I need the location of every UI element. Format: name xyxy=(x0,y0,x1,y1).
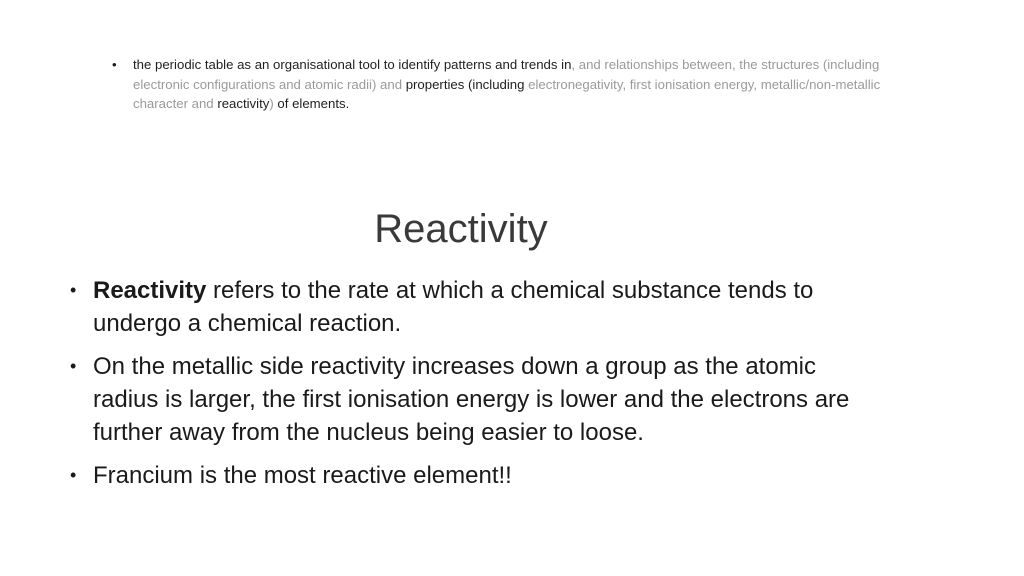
bullet-text xyxy=(93,350,850,449)
bullet-glyph: • xyxy=(70,280,77,300)
curriculum-bullet: • xyxy=(112,57,117,72)
bullet-item xyxy=(70,274,850,340)
curriculum-segment: reactivity xyxy=(217,96,270,111)
bullet-item xyxy=(70,350,850,449)
curriculum-segment: ) xyxy=(269,96,274,111)
curriculum-segment: the periodic table as an organisational tool to identify patterns and trends in xyxy=(133,57,572,72)
bullet-body: Francium is the most reactive element!! xyxy=(93,462,512,489)
bullet-item xyxy=(70,459,850,492)
slide-title: Reactivity xyxy=(374,206,548,251)
bullet-term: Reactivity xyxy=(93,277,207,304)
curriculum-point xyxy=(112,55,902,114)
bullet-text xyxy=(93,274,850,340)
bullet-text xyxy=(93,459,850,492)
bullet-glyph: • xyxy=(70,465,77,485)
curriculum-segment: properties (including xyxy=(405,76,529,92)
curriculum-segment: electronegativity, first ionisation energy, metallic/non-metallic character and xyxy=(133,76,881,111)
bullet-body: On the metallic side reactivity increases down a group as the atomic radius is larger, the first ionisation energy is lower and the electrons are further away from the nucleus being easier to loose. xyxy=(93,353,850,446)
curriculum-text xyxy=(133,55,902,114)
bullet-body: refers to the rate at which a chemical substance tends to undergo a chemical reaction. xyxy=(93,277,814,337)
bullet-glyph: • xyxy=(70,356,77,376)
bullet-list xyxy=(70,274,850,502)
curriculum-segment: , and relationships between, the structures (including electronic configurations and atomic radii) and xyxy=(133,57,880,92)
curriculum-segment: of elements. xyxy=(273,96,350,111)
